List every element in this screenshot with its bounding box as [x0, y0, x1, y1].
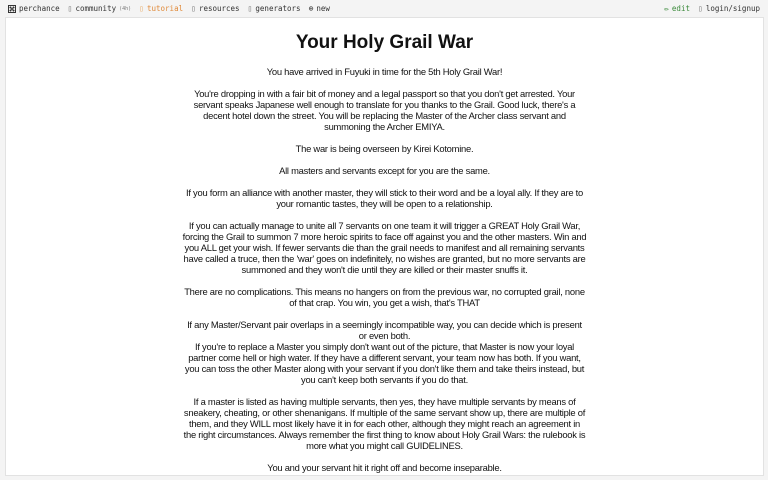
generator-content	[183, 32, 587, 473]
paragraph-alliance: If you form an alliance with another master, they will stick to their word and be a loyal ally. If they are to your romantic tastes, they will be open to a relationship.	[185, 187, 583, 209]
paragraph-overlap: If any Master/Servant pair overlaps in a seemingly incompatible way, you can decide which is present or even both.	[187, 319, 582, 341]
pencil-icon: ✏	[664, 4, 669, 13]
nav-community-label: community	[75, 4, 117, 13]
nav-new-label: new	[316, 4, 330, 13]
chat-icon: ▯	[67, 4, 73, 13]
paragraph-multiple-servants: If a master is listed as having multiple servants, then yes, they have multiple servants by means of sneakery, cheating, or other shenanigans. If multiple of the same servant show up, there are multiple of them, and they WILL most likely have it in for each other, although they might reach an agreement in the right circumstances. Always remember the first thing to know about Holy Grail Wars: the rulebook is more what you might call GUIDELINES.	[183, 396, 586, 451]
user-icon: ▯	[697, 4, 703, 13]
paragraph-relationship: You and your servant hit it right off and become inseparable.	[267, 462, 502, 473]
nav-community[interactable]	[68, 4, 132, 13]
nav-left	[8, 4, 330, 13]
book-icon: ▯	[139, 4, 144, 13]
paragraph-setup: You're dropping in with a fair bit of money and a legal passport so that you don't get arrested. Your servant speaks Japanese well enough to translate for you thanks to the Grail. Good luck, there's a decent hotel down the street. You will be replacing the Master of the Archer class servant and summoning the Archer EMIYA.	[193, 88, 576, 132]
nav-new[interactable]	[309, 4, 330, 13]
top-navigation-bar	[0, 0, 768, 17]
toolbox-icon: ▯	[191, 4, 196, 13]
nav-edit[interactable]	[664, 4, 690, 13]
paragraph-arrival: You have arrived in Fuyuki in time for the 5th Holy Grail War!	[266, 66, 503, 77]
plus-circle-icon: ⊕	[308, 4, 314, 13]
nav-perchance[interactable]	[8, 4, 60, 13]
nav-edit-label: edit	[671, 4, 690, 13]
nav-perchance-label: perchance	[19, 4, 60, 13]
paragraph-great-war: If you can actually manage to unite all 7 servants on one team it will trigger a GREAT Holy Grail War, forcing the Grail to summon 7 more heroic spirits to face off against you and the other masters. Win and you ALL get your wish. If fewer servants die than the grail needs to manifest and all remaining servants have called a truce, then the 'war' goes on indefinitely, no wishes are granted, but no more servants are summoned and they won't die until they are killed or their master snuffs it.	[182, 220, 587, 275]
generator-icon: ▯	[247, 4, 253, 13]
dice-icon	[8, 5, 16, 13]
paragraph-complications: There are no complications. This means no hangers on from the previous war, no corrupted grail, none of that crap. You win, you get a wish, that's THAT	[184, 286, 585, 308]
nav-tutorial-label: tutorial	[146, 4, 184, 13]
nav-right	[664, 4, 760, 13]
nav-login-signup[interactable]	[698, 4, 760, 13]
nav-resources[interactable]	[191, 4, 239, 13]
nav-resources-label: resources	[198, 4, 240, 13]
paragraph-replace-master: If you're to replace a Master you simply don't want out of the picture, that Master is now your loyal partner come hell or high water. If they have a different servant, your team now has both. If you want, you can toss the other Master along with your servant if you don't like them and take theirs instead, but you can't keep both servants if you do that.	[184, 341, 585, 385]
nav-tutorial[interactable]	[139, 4, 183, 13]
paragraph-masters-servants: All masters and servants except for you are the same.	[279, 165, 490, 176]
nav-generators-label: generators	[255, 4, 301, 13]
nav-login-label: login/signup	[705, 4, 760, 13]
community-badge: (4h)	[119, 5, 132, 12]
page-title: Your Holy Grail War	[295, 32, 474, 53]
nav-generators[interactable]	[248, 4, 301, 13]
generator-output-frame[interactable]	[5, 17, 764, 476]
paragraph-overseer: The war is being overseen by Kirei Kotomine.	[295, 143, 474, 154]
